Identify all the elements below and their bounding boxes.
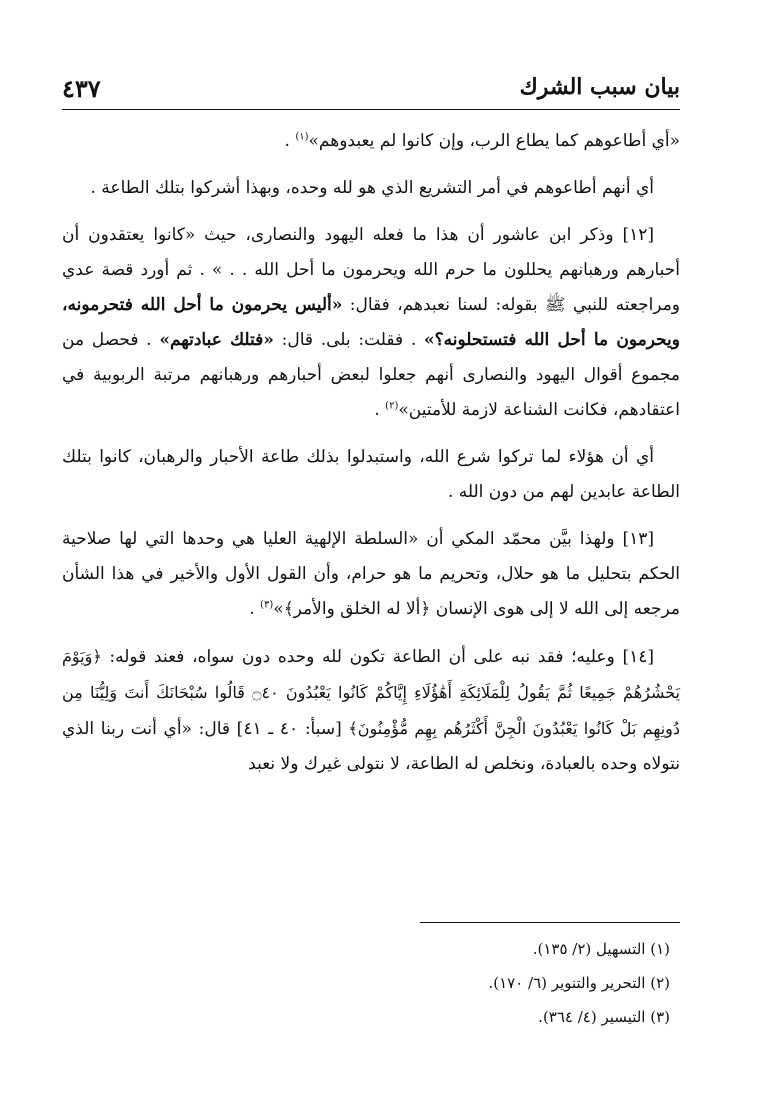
running-title: بيان سبب الشرك <box>519 74 680 100</box>
paragraph-2: أي أنهم أطاعوهم في أمر التشريع الذي هو لله وحده، وبهذا أشركوا بتلك الطاعة . <box>90 178 654 198</box>
hadith-quote-1: «أليس يحرمون ما أحل الله فتحرمونه، ويحرمون ما أحل الله فتستحلونه؟» <box>62 295 681 350</box>
footnotes <box>62 932 670 1034</box>
main-text <box>62 124 680 794</box>
page-header <box>62 70 680 106</box>
header-divider <box>62 109 680 110</box>
paragraph-5: [١٣] ولهذا بيَّن محمّد المكي أن «السلطة الإلهية العليا هي وحدها التي لها صلاحية الحكم بتحليل ما هو حلال، وتحريم ما هو حرام، وأن القول الأول والأخير في هذا الشأن مرجعه إلى الله لا إلى هوى الإنسان ﴿ألا له الخلق والأمر﴾»$^{(٣)}$ . <box>62 529 680 619</box>
page-number: ٤٣٧ <box>62 74 101 103</box>
hadith-quote-2: «فتلك عبادتهم» <box>159 330 274 350</box>
paragraph-4: أي أن هؤلاء لما تركوا شرع الله، واستبدلوا بذلك طاعة الأحبار والرهبان، كانوا بتلك الطاعة عابدين لهم من دون الله . <box>62 447 680 502</box>
footnote-2: (٢) التحرير والتنوير (٦/ ١٧٠). <box>488 974 670 992</box>
paragraph-1: «أي أطاعوهم كما يطاع الرب، وإن كانوا لم يعبدوهم»$^{(١)}$ . <box>284 131 680 151</box>
quran-verse: ﴿وَيَوْمَ يَحْشُرُهُمْ جَمِيعًا ثُمَّ يَقُولُ لِلْمَلَائِكَةِ أَهَٰؤُلَاءِ إِيَّاكُمْ كَانُوا يَعْبُدُونَ ۝٤٠ قَالُوا سُبْحَانَكَ أَنتَ وَلِيُّنَا مِن دُونِهِم بَلْ كَانُوا يَعْبُدُونَ الْجِنَّ أَكْثَرُهُم بِهِم مُّؤْمِنُونَ﴾ <box>62 647 681 738</box>
paragraph-6: [١٤] وعليه؛ فقد نبه على أن الطاعة تكون لله وحده دون سواه، فعند قوله: ﴿وَيَوْمَ يَحْشُرُهُمْ جَمِيعًا ثُمَّ يَقُولُ لِلْمَلَائِكَةِ أَهَٰؤُلَاءِ إِيَّاكُمْ كَانُوا يَعْبُدُونَ ۝٤٠ قَالُوا سُبْحَانَكَ أَنتَ وَلِيُّنَا مِن دُونِهِم بَلْ كَانُوا يَعْبُدُونَ الْجِنَّ أَكْثَرُهُم بِهِم مُّؤْمِنُونَ﴾ [سبأ: ٤٠ ـ ٤١] قال: «أي أنت ربنا الذي نتولاه وحده بالعبادة، ونخلص له الطاعة، لا نتولى غيرك ولا نعبد <box>62 647 681 774</box>
footnote-divider <box>420 922 680 923</box>
footnote-1: (١) التسهيل (٢/ ١٣٥). <box>532 940 670 958</box>
footnote-ref-1: (١) <box>295 131 309 143</box>
footnote-ref-3: (٣) <box>260 599 274 611</box>
footnote-ref-2: (٢) <box>385 400 399 412</box>
paragraph-3: [١٢] وذكر ابن عاشور أن هذا ما فعله اليهود والنصارى، حيث «كانوا يعتقدون أن أحبارهم ورهبانهم يحللون ما حرم الله ويحرمون ما أحل الله . . » . ثم أورد قصة عدي ومراجعته للنبي ﷺ بقوله: لسنا نعبدهم، فقال: «أليس يحرمون ما أحل الله فتحرمونه، ويحرمون ما أحل الله فتستحلونه؟» . فقلت: بلى. قال: «فتلك عبادتهم» . فحصل من مجموع أقوال اليهود والنصارى أنهم جعلوا لبعض أحبارهم ورهبانهم مرتبة الربوبية في اعتقادهم، فكانت الشناعة لازمة للأمتين»$^{(٢)}$ . <box>62 225 681 420</box>
footnote-3: (٣) التيسير (٤/ ٣٦٤). <box>538 1008 670 1026</box>
